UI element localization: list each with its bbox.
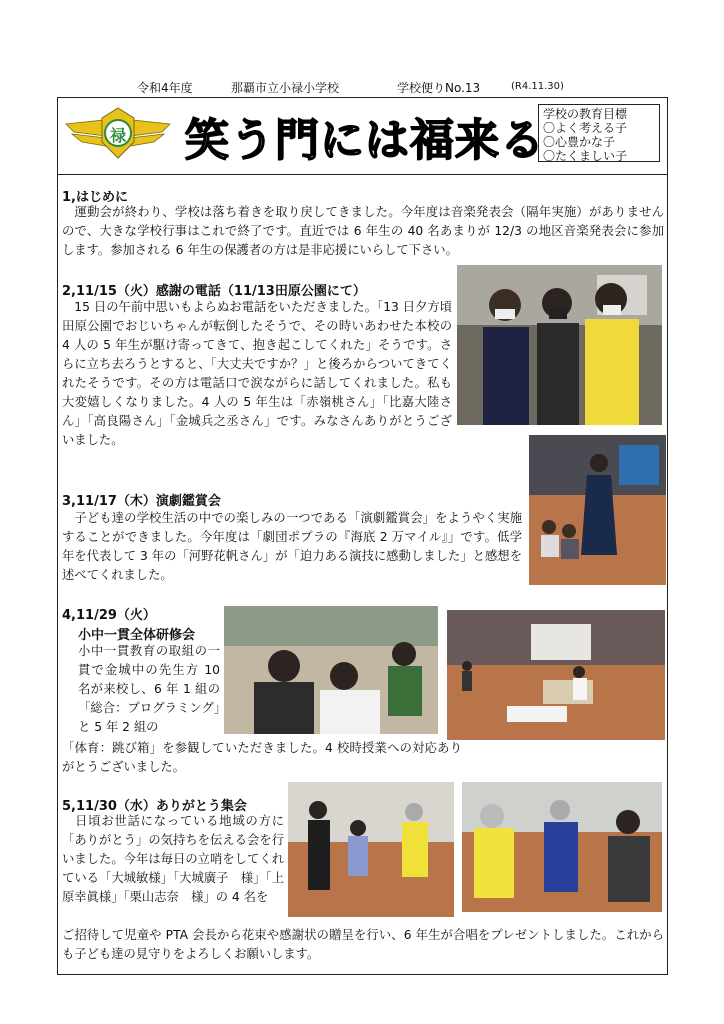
goal-item: 〇たくましい子 [543, 149, 628, 163]
newsletter-number: 学校便りNo.13 [397, 81, 481, 95]
school-emblem-icon [64, 106, 172, 162]
goal-item: 〇よく考える子 [543, 121, 628, 135]
photo-theater-performance [529, 435, 666, 585]
section-2-heading: 2,11/15（火）感謝の電話（11/13田原公園にて） [62, 284, 366, 299]
newsletter-title: 笑う門には福来る [185, 115, 545, 166]
header-divider [57, 174, 668, 175]
photo-programming-class [224, 606, 438, 734]
section-4-body-a: 小中一貫教育の取組の一貫で金城中の先生方 10 名が来校し、6 年 1 組の「総合：プログラミング」と 5 年 2 組の [78, 644, 220, 734]
section-4-subheading: 小中一貫全体研修会 [78, 628, 196, 643]
section-4-body-b: 「体育：跳び箱」を参観していただきました。4 校時授業への対応ありがとうございました。 [62, 741, 462, 774]
section-3-body: 子ども達の学校生活の中での楽しみの一つである「演劇鑑賞会」をようやく実施することができました。今年度は「劇団ポプラの『海底 2 万マイル』」です。低学年を代表して 3 年の「河野花帆さん」が「迫力ある演技に感動しました」と感想を述べてくれました。 [62, 511, 522, 582]
section-5-body-b: ご招待して児童や PTA 会長から花束や感謝状の贈呈を行い、6 年生が合唱をプレゼントしました。これからも子ども達の見守りをよろしくお願いします。 [62, 928, 664, 961]
education-goals-box [538, 104, 660, 162]
section-1-body: 運動会が終わり、学校は落ち着きを取り戻してきました。今年度は音楽発表会（隔年実施）がありませんので、大きな学校行事はこれで終了です。直近では 6 年生の 40 名あまりが 12/3 の地区音楽発表会に参加します。参加される 6 年生の保護者の方は是非応援にいらして下さい。 [62, 205, 664, 257]
section-2-text: 15 日の午前中思いもよらぬお電話をいただきました。「13 日夕方頃田原公園でおじいちゃんが転倒したそうで、その時いあわせた本校の 4 人の 5 年生が駆け寄ってきて、抱き起こしてくれた」そうです。さらに立ち去ろうとすると、「大丈夫ですか？」と後ろからついてきてくれたそうです。その方は電話口で涙ながらに話してくれました。私も大変嬉しくなりました。4 人の 5 年生は「赤嶺桃さん」「比嘉大陸さん」「高良陽さん」「金城兵之丞さん」です。みなさんありがとうございました。 [62, 300, 452, 447]
section-5-body-a: 日頃お世話になっている地域の方に「ありがとう」の気持ちを伝える会を行いました。今年は毎日の立哨をしてくれている「大城敏様」「大城廣子 様」「上原幸眞様」「栗山志奈 様」の 4 名を [62, 814, 284, 904]
section-3-heading: 3,11/17（木）演劇鑑賞会 [62, 494, 221, 509]
goals-heading: 学校の教育目標 [543, 107, 628, 121]
section-1-heading: 1,はじめに [62, 190, 128, 205]
section-4-heading: 4,11/29（火） [62, 608, 156, 623]
section-5-heading: 5,11/30（水）ありがとう集会 [62, 799, 247, 814]
photo-vaulting-box [447, 610, 665, 740]
section-2-body [62, 298, 452, 450]
issue-date: (R4.11.30) [511, 81, 564, 92]
goal-item: 〇心豊かな子 [543, 135, 616, 149]
school-name: 那覇市立小禄小学校 [231, 81, 340, 95]
photo-thanks-ceremony-2 [462, 782, 662, 912]
photo-thanks-ceremony-1 [288, 782, 454, 917]
emblem-character: 禄 [109, 126, 126, 145]
fiscal-year: 令和4年度 [137, 81, 193, 95]
photo-students-thanked [457, 265, 662, 425]
